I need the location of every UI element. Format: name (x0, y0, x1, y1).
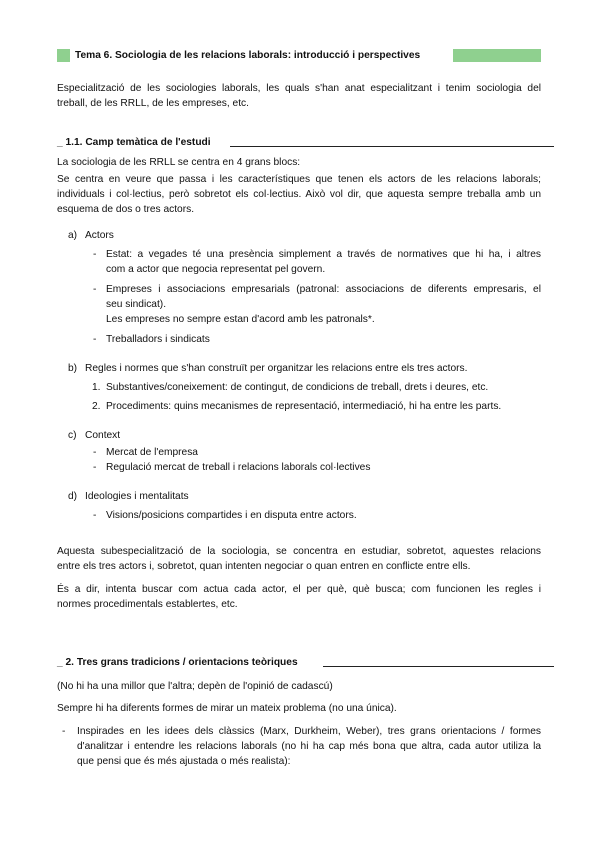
list-b-num-2: 2. (92, 401, 101, 412)
section-1-para3-line-2: normes procedimentals establertes, etc. (57, 599, 238, 610)
list-label-d: Ideologies i mentalitats (85, 491, 189, 502)
section-1-para-line-1: Se centra en veure que passa i les característiques que tenen els actors de les relacions laborals; (57, 174, 541, 185)
list-c-item-2: Regulació mercat de treball i relacions laborals col·lectives (106, 462, 371, 473)
section-2-intro: Sempre hi ha diferents formes de mirar un mateix problema (no una única). (57, 703, 397, 714)
section-1-para2-line-1: Aquesta subespecialització de la sociologia, se concentra en estudiar, sobretot, aquestes relacions (57, 546, 541, 557)
list-b-item-2: Procediments: quins mecanismes de representació, intermediació, hi ha entre les parts. (106, 401, 502, 412)
list-marker-a: a) (68, 230, 78, 241)
section-1-heading: _ 1.1. Camp temàtica de l'estudi (57, 137, 211, 148)
list-a-item-1-line-2: com a actor que negocia representat pel govern. (106, 264, 326, 275)
dash-a-2: - (93, 284, 97, 295)
dash-c-2: - (93, 462, 97, 473)
list-label-c: Context (85, 430, 121, 441)
section-2-heading: _ 2. Tres grans tradicions / orientacions teòriques (57, 657, 298, 668)
list-a-item-3: Treballadors i sindicats (106, 334, 210, 345)
list-marker-b: b) (68, 363, 78, 374)
list-marker-c: c) (68, 430, 77, 441)
list-b-num-1: 1. (92, 382, 101, 393)
section-2-heading-rule (323, 666, 554, 667)
section-1-para3-line-1: És a dir, intenta buscar com actua cada actor, el per què, què busca; com funcionen les regles i (57, 584, 541, 595)
dash-c-1: - (93, 447, 97, 458)
list-marker-d: d) (68, 491, 78, 502)
section-1-para2-line-2: entre els tres actors i, sobretot, quan intenten negociar o quan entren en conflicte entre ells. (57, 561, 471, 572)
list-a-item-2-line-3: Les empreses no sempre estan d'acord amb les patronals*. (106, 314, 375, 325)
list-c-item-1: Mercat de l'empresa (106, 447, 198, 458)
section-2-bullet-line-3: que pensi que és més ajustada o més realista): (77, 756, 291, 767)
dash-d-1: - (93, 510, 97, 521)
section-2-bullet-line-1: Inspirades en les idees dels clàssics (Marx, Durkheim, Weber), tres grans orientacions / formes (77, 726, 541, 737)
section-2-note: (No hi ha una millor que l'altra; depèn de l'opinió de cadascú) (57, 681, 333, 692)
page-title: Tema 6. Sociologia de les relacions laborals: introducció i perspectives (75, 50, 421, 61)
list-label-b: Regles i normes que s'han construït per organitzar les relacions entre els tres actors. (85, 363, 468, 374)
dash-a-1: - (93, 249, 97, 260)
section-1-heading-rule (230, 146, 554, 147)
title-accent-right (453, 49, 541, 62)
list-a-item-2-line-1: Empreses i associacions empresarials (patronal: associacions de diferents empresaris, el (106, 284, 541, 295)
title-accent-left (57, 49, 70, 62)
list-a-item-1-line-1: Estat: a vegades té una presència simplement a través de normatives que hi ha, i altres (106, 249, 541, 260)
intro-line-2: treball, de les RRLL, de les empreses, etc. (57, 98, 249, 109)
list-a-item-2-line-2: seu sindicat). (106, 299, 167, 310)
list-d-item-1: Visions/posicions compartides i en disputa entre actors. (106, 510, 357, 521)
section-2-bullet-line-2: d'analitzar i entendre les relacions laborals (no hi ha cap més bona que altra, cada autor utiliza la (77, 741, 541, 752)
dash-a-3: - (93, 334, 97, 345)
section-1-para-line-2: individuals i col·lectius, però sobretot els col·lectius. Això vol dir, que aquesta sempre treballa amb un (57, 189, 541, 200)
list-b-item-1: Substantives/coneixement: de contingut, de condicions de treball, drets i deures, etc. (106, 382, 489, 393)
section-1-intro: La sociologia de les RRLL se centra en 4 grans blocs: (57, 157, 301, 168)
intro-line-1: Especialització de les sociologies laborals, les quals s'han anat especialitzant i tenim sociologia del (57, 83, 541, 94)
list-label-a: Actors (85, 230, 114, 241)
section-1-para-line-3: esquema de dos o tres actors. (57, 204, 195, 215)
section-2-bullet-marker: - (62, 726, 66, 737)
